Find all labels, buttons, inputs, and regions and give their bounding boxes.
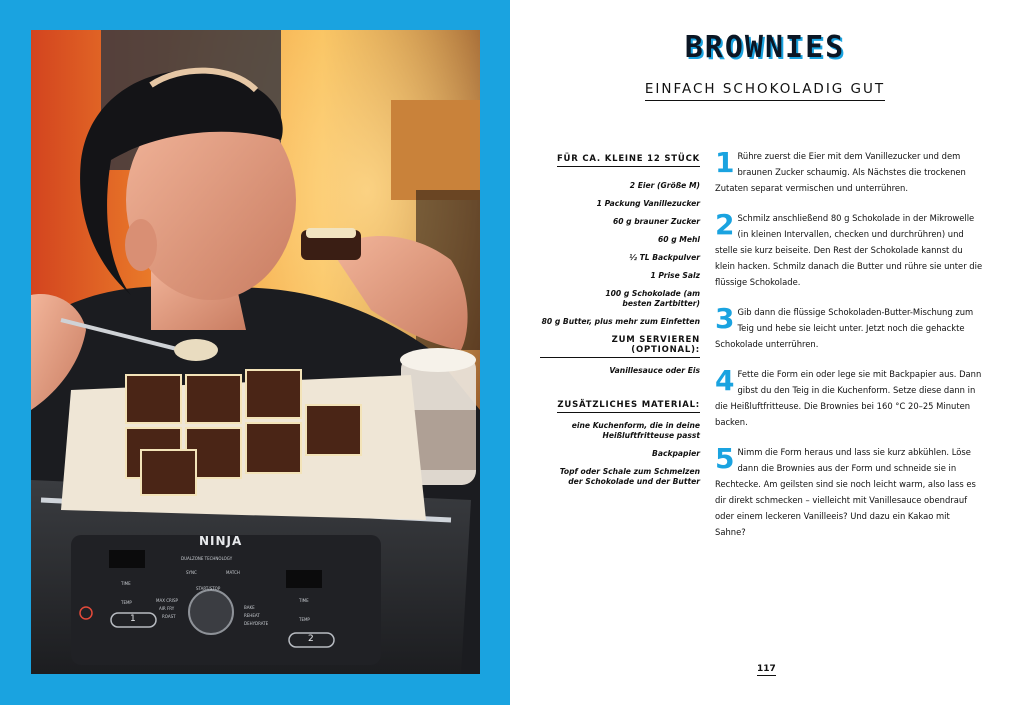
page-number: 117 bbox=[757, 664, 776, 674]
fryer-mode-left-3: ROAST bbox=[162, 614, 176, 619]
step bbox=[715, 304, 983, 352]
fryer-brand: NINJA bbox=[199, 534, 243, 548]
fryer-temp-right: TEMP bbox=[299, 617, 310, 622]
material-item: Backpapier bbox=[652, 449, 700, 458]
recipe-title: BROWNIES bbox=[684, 30, 846, 65]
step-text: Gib dann die flüssige Schokoladen-Butter-Mischung zum Teig und hebe sie leicht unter. Jetzt noch die gehackte Schokolade unterrühren. bbox=[715, 307, 974, 349]
material-heading: ZUSÄTZLICHES MATERIAL: bbox=[557, 400, 700, 413]
ingredient-item: 100 g Schokolade (am besten Zartbitter) bbox=[605, 289, 700, 308]
ingredient-item: 1 Prise Salz bbox=[650, 271, 700, 280]
ingredients-column bbox=[540, 148, 700, 495]
serving-heading: ZUM SERVIEREN (OPTIONAL): bbox=[540, 335, 700, 358]
step-number: 5 bbox=[715, 442, 735, 475]
step-number: 1 bbox=[715, 146, 735, 179]
ingredient-item: 2 Eier (Größe M) bbox=[629, 181, 700, 190]
fryer-mode-left-2: AIR FRY bbox=[159, 606, 175, 611]
fryer-mode-left-1: MAX CRISP bbox=[156, 598, 178, 603]
fryer-temp-left: TEMP bbox=[121, 600, 132, 605]
step-number: 3 bbox=[715, 302, 735, 335]
ingredient-item: ½ TL Backpulver bbox=[629, 253, 700, 262]
fryer-time-left: TIME bbox=[121, 581, 131, 586]
right-page bbox=[510, 0, 1020, 705]
ingredient-item: 1 Packung Vanillezucker bbox=[596, 199, 700, 208]
recipe-photo bbox=[31, 30, 480, 674]
fryer-sync: SYNC bbox=[186, 570, 197, 575]
fryer-mode-right-3: DEHYDRATE bbox=[244, 621, 269, 626]
step bbox=[715, 148, 983, 196]
step-text: Schmilz anschließend 80 g Schokolade in der Mikrowelle (in kleinen Intervallen, checken und durchrühren) und stelle sie kurz beiseite. Den Rest der Schokolade kannst du klein hacken. Schmilz danach die Butter und rühre sie unter die flüssige Schokolade. bbox=[715, 213, 983, 287]
fryer-mode-right-2: REHEAT bbox=[244, 613, 260, 618]
fryer-model: DUALZONE TECHNOLOGY bbox=[181, 556, 233, 561]
servings-heading: FÜR CA. KLEINE 12 STÜCK bbox=[557, 154, 700, 167]
material-item: Topf oder Schale zum Schmelzen der Schokolade und der Butter bbox=[559, 467, 700, 486]
material-item: eine Kuchenform, die in deine Heißluftfritteuse passt bbox=[571, 421, 700, 440]
serving-section bbox=[540, 335, 700, 376]
ingredient-item: 80 g Butter, plus mehr zum Einfetten bbox=[541, 317, 700, 326]
fryer-zone-2: 2 bbox=[308, 634, 314, 644]
subtitle-wrap bbox=[510, 80, 1020, 101]
recipe-subtitle: EINFACH SCHOKOLADIG GUT bbox=[645, 81, 885, 101]
fryer-zone-1: 1 bbox=[130, 614, 136, 624]
ingredient-item: 60 g Mehl bbox=[657, 235, 700, 244]
step-number: 2 bbox=[715, 208, 735, 241]
fryer-time-right: TIME bbox=[299, 598, 309, 603]
fryer-mode-right-1: BAKE bbox=[244, 605, 255, 610]
material-section bbox=[540, 394, 700, 487]
photo-illustration bbox=[31, 30, 480, 674]
fryer-start-stop: START/STOP bbox=[196, 586, 221, 591]
step bbox=[715, 366, 983, 430]
step-text: Fette die Form ein oder lege sie mit Backpapier aus. Dann gibst du den Teig in die Kuchenform. Setze diese dann in die Heißluftfritteuse. Die Brownies bei 160 °C 20–25 Minuten backen. bbox=[715, 369, 982, 427]
step-number: 4 bbox=[715, 364, 735, 397]
steps-column bbox=[715, 148, 983, 554]
ingredient-list bbox=[540, 181, 700, 327]
step bbox=[715, 210, 983, 290]
ingredient-item: 60 g brauner Zucker bbox=[612, 217, 700, 226]
step-text: Nimm die Form heraus und lass sie kurz abkühlen. Löse dann die Brownies aus der Form und schneide sie in Rechtecke. Am geilsten sind sie noch leicht warm, also lass es dir direkt schmecken – vielleicht mit Vanillesauce obendrauf oder einem leckeren Vanilleeis? Und dazu ein Kakao mit Sahne? bbox=[715, 447, 976, 537]
serving-item: Vanillesauce oder Eis bbox=[609, 366, 700, 375]
fryer-match: MATCH bbox=[226, 570, 240, 575]
step-text: Rühre zuerst die Eier mit dem Vanillezucker und dem braunen Zucker schaumig. Als Nächstes die trockenen Zutaten separat vermischen und unterrühren. bbox=[715, 151, 966, 193]
step bbox=[715, 444, 983, 540]
